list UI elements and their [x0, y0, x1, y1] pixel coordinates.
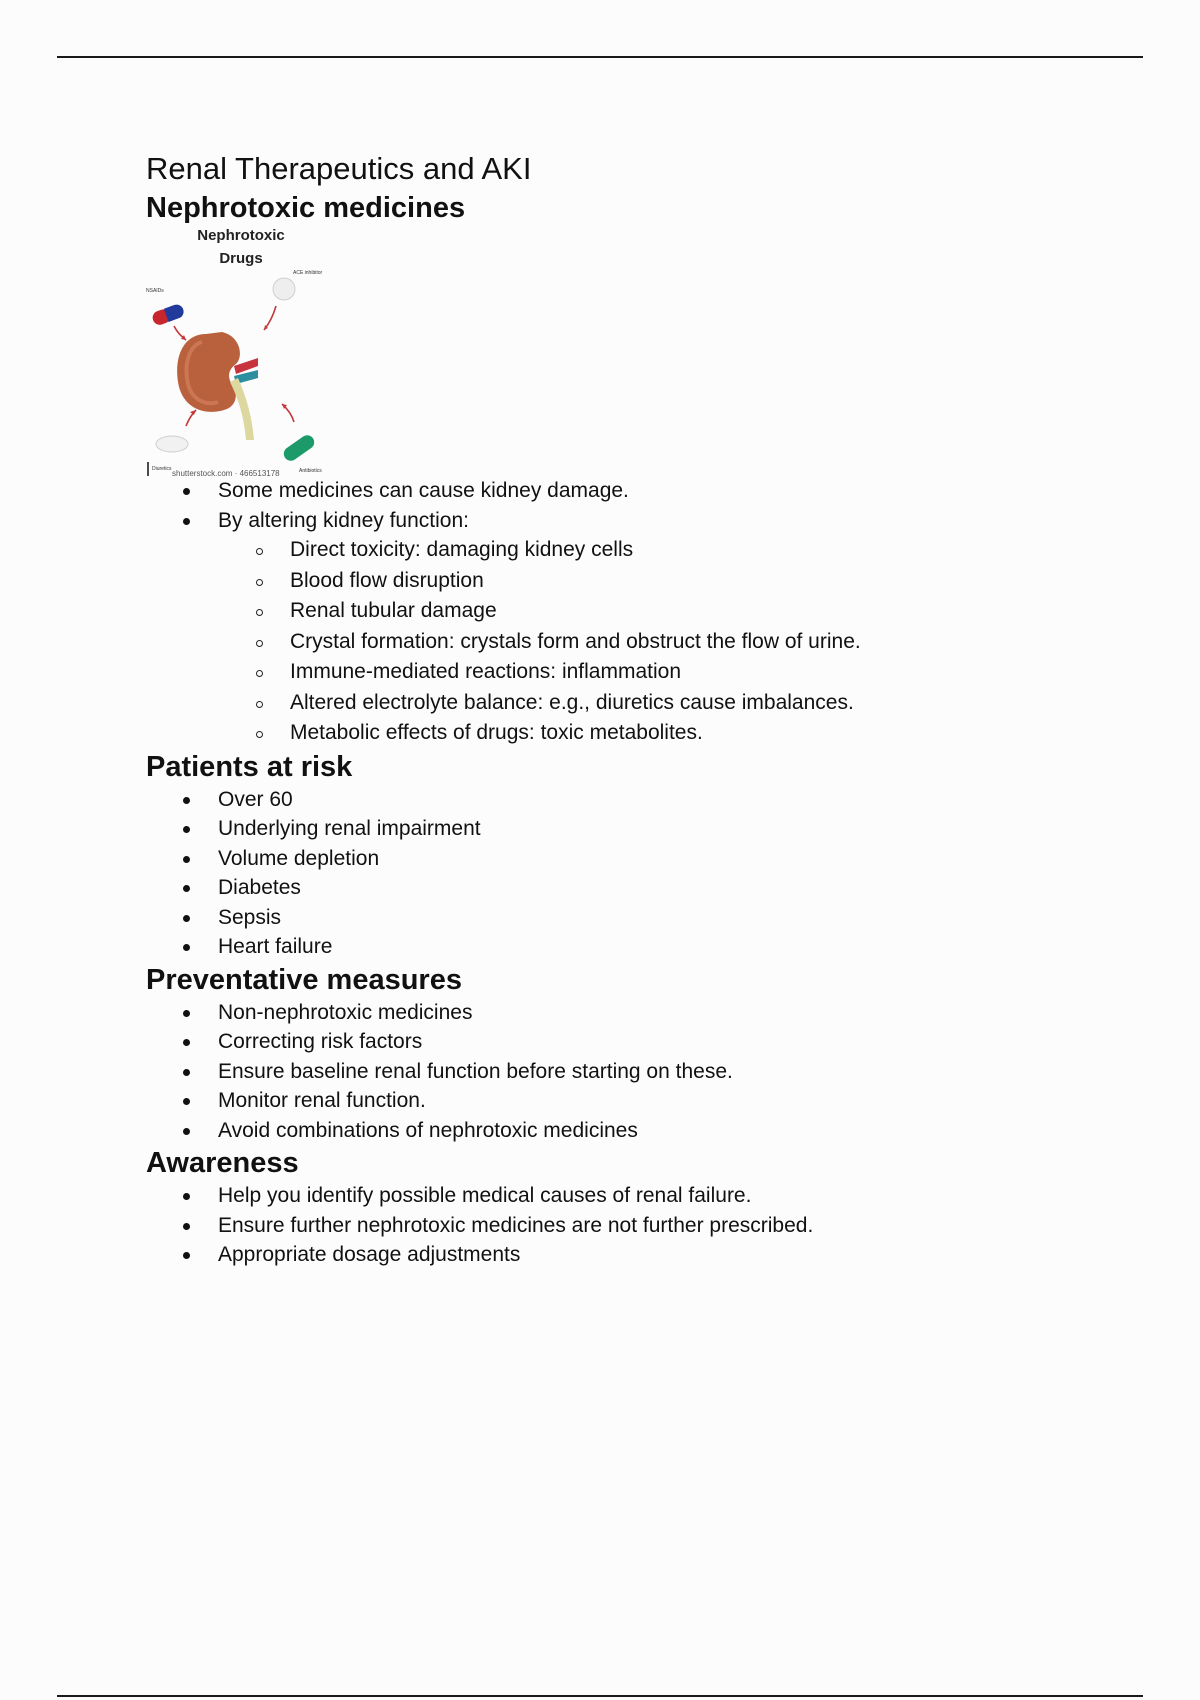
kidney-function-sublist: [146, 535, 1046, 749]
list-item: Non-nephrotoxic medicines: [146, 998, 1046, 1028]
list-item: Diabetes: [146, 873, 1046, 903]
image-credit: shutterstock.com · 466513178: [172, 469, 280, 476]
list-item: Help you identify possible medical causes of renal failure.: [146, 1181, 1046, 1211]
label-antibiotics: Antibiotics: [299, 468, 322, 474]
sublist-item: Crystal formation: crystals form and obstruct the flow of urine.: [146, 627, 1046, 658]
list-item: Heart failure: [146, 932, 1046, 962]
footer-rule: [57, 1695, 1143, 1697]
awareness-list: [146, 1181, 1046, 1270]
preventative-measures-list: [146, 998, 1046, 1146]
label-diuretics: Diuretics: [152, 466, 172, 472]
list-item: Ensure further nephrotoxic medicines are not further prescribed.: [146, 1211, 1046, 1241]
document-body: [146, 148, 1046, 1270]
kidney-drugs-image: [146, 226, 346, 476]
figure-heading-line1: Nephrotoxic: [197, 227, 285, 244]
section-heading-awareness: Awareness: [146, 1147, 299, 1179]
label-nsaids: NSAIDs: [146, 288, 164, 294]
sublist-item: Renal tubular damage: [146, 596, 1046, 627]
list-item: Some medicines can cause kidney damage.: [146, 476, 1046, 506]
ace-inhibitor-pill-icon: [273, 278, 295, 300]
list-item: By altering kidney function:: [146, 506, 1046, 536]
list-item: Correcting risk factors: [146, 1027, 1046, 1057]
patients-at-risk-list: [146, 785, 1046, 962]
section-heading-patients-at-risk: Patients at risk: [146, 750, 353, 783]
document-title: Renal Therapeutics and AKI: [146, 151, 532, 186]
list-item: Ensure baseline renal function before starting on these.: [146, 1057, 1046, 1087]
sublist-item: Metabolic effects of drugs: toxic metabolites.: [146, 718, 1046, 749]
sublist-item: Altered electrolyte balance: e.g., diuretics cause imbalances.: [146, 688, 1046, 719]
list-item: Sepsis: [146, 903, 1046, 933]
section-heading-nephrotoxic: Nephrotoxic medicines: [146, 192, 466, 224]
nephrotoxic-list: [146, 476, 1046, 535]
section-heading-preventative-measures: Preventative measures: [146, 963, 462, 996]
nsaid-capsule-icon: [151, 303, 186, 327]
sublist-item: Immune-mediated reactions: inflammation: [146, 657, 1046, 688]
antibiotic-capsule-icon: [281, 433, 317, 464]
kidney-icon: [177, 332, 258, 440]
label-ace-inhibitor: ACE inhibitor: [293, 270, 323, 276]
list-item: Monitor renal function.: [146, 1086, 1046, 1116]
list-item: Avoid combinations of nephrotoxic medicines: [146, 1116, 1046, 1146]
diuretic-tablet-icon: [156, 436, 188, 452]
header-rule: [57, 56, 1143, 58]
nephrotoxic-drugs-illustration: [146, 226, 346, 476]
sublist-item: Blood flow disruption: [146, 566, 1046, 597]
list-item: Appropriate dosage adjustments: [146, 1240, 1046, 1270]
figure-heading-line2: Drugs: [219, 250, 263, 267]
list-item: Underlying renal impairment: [146, 814, 1046, 844]
list-item: Over 60: [146, 785, 1046, 815]
list-item: Volume depletion: [146, 844, 1046, 874]
sublist-item: Direct toxicity: damaging kidney cells: [146, 535, 1046, 566]
